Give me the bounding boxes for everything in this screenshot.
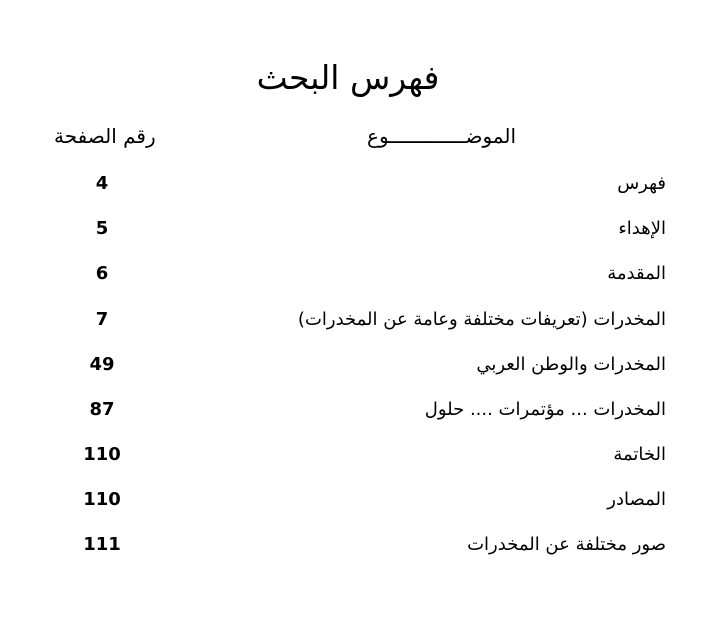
toc-topic: المخدرات والوطن العربي [476,354,666,375]
toc-page-number: 7 [95,309,109,330]
page-number-column-header: رقم الصفحة [54,124,156,148]
toc-topic: المصادر [607,489,666,510]
toc-topic: المخدرات (تعريفات مختلفة وعامة عن المخدرات) [297,309,666,330]
toc-page-number: 5 [95,218,109,239]
toc-topic: فهرس [617,173,666,194]
toc-row [0,350,724,380]
toc-page-number: 110 [83,444,121,465]
toc-row [0,259,724,289]
toc-page-number: 110 [83,489,121,510]
toc-row [0,395,724,425]
toc-row [0,530,724,560]
toc-row [0,214,724,244]
toc-topic: صور مختلفة عن المخدرات [467,534,666,555]
toc-topic: المخدرات ... مؤتمرات .... حلول [424,399,666,420]
toc-page-number: 4 [95,173,109,194]
page-title: فهرس البحث [256,58,440,97]
toc-topic: الخاتمة [613,444,666,465]
toc-row [0,305,724,335]
toc-page-number: 6 [95,263,109,284]
toc-page-number: 49 [89,354,115,375]
toc-topic: المقدمة [607,263,666,284]
topic-column-header: الموضـــــــــــــوع [367,124,516,148]
toc-page-number: 111 [83,534,121,555]
toc-topic: الإهداء [618,218,666,239]
toc-row [0,485,724,515]
toc-row [0,440,724,470]
toc-page-number: 87 [89,399,115,420]
toc-row [0,169,724,199]
